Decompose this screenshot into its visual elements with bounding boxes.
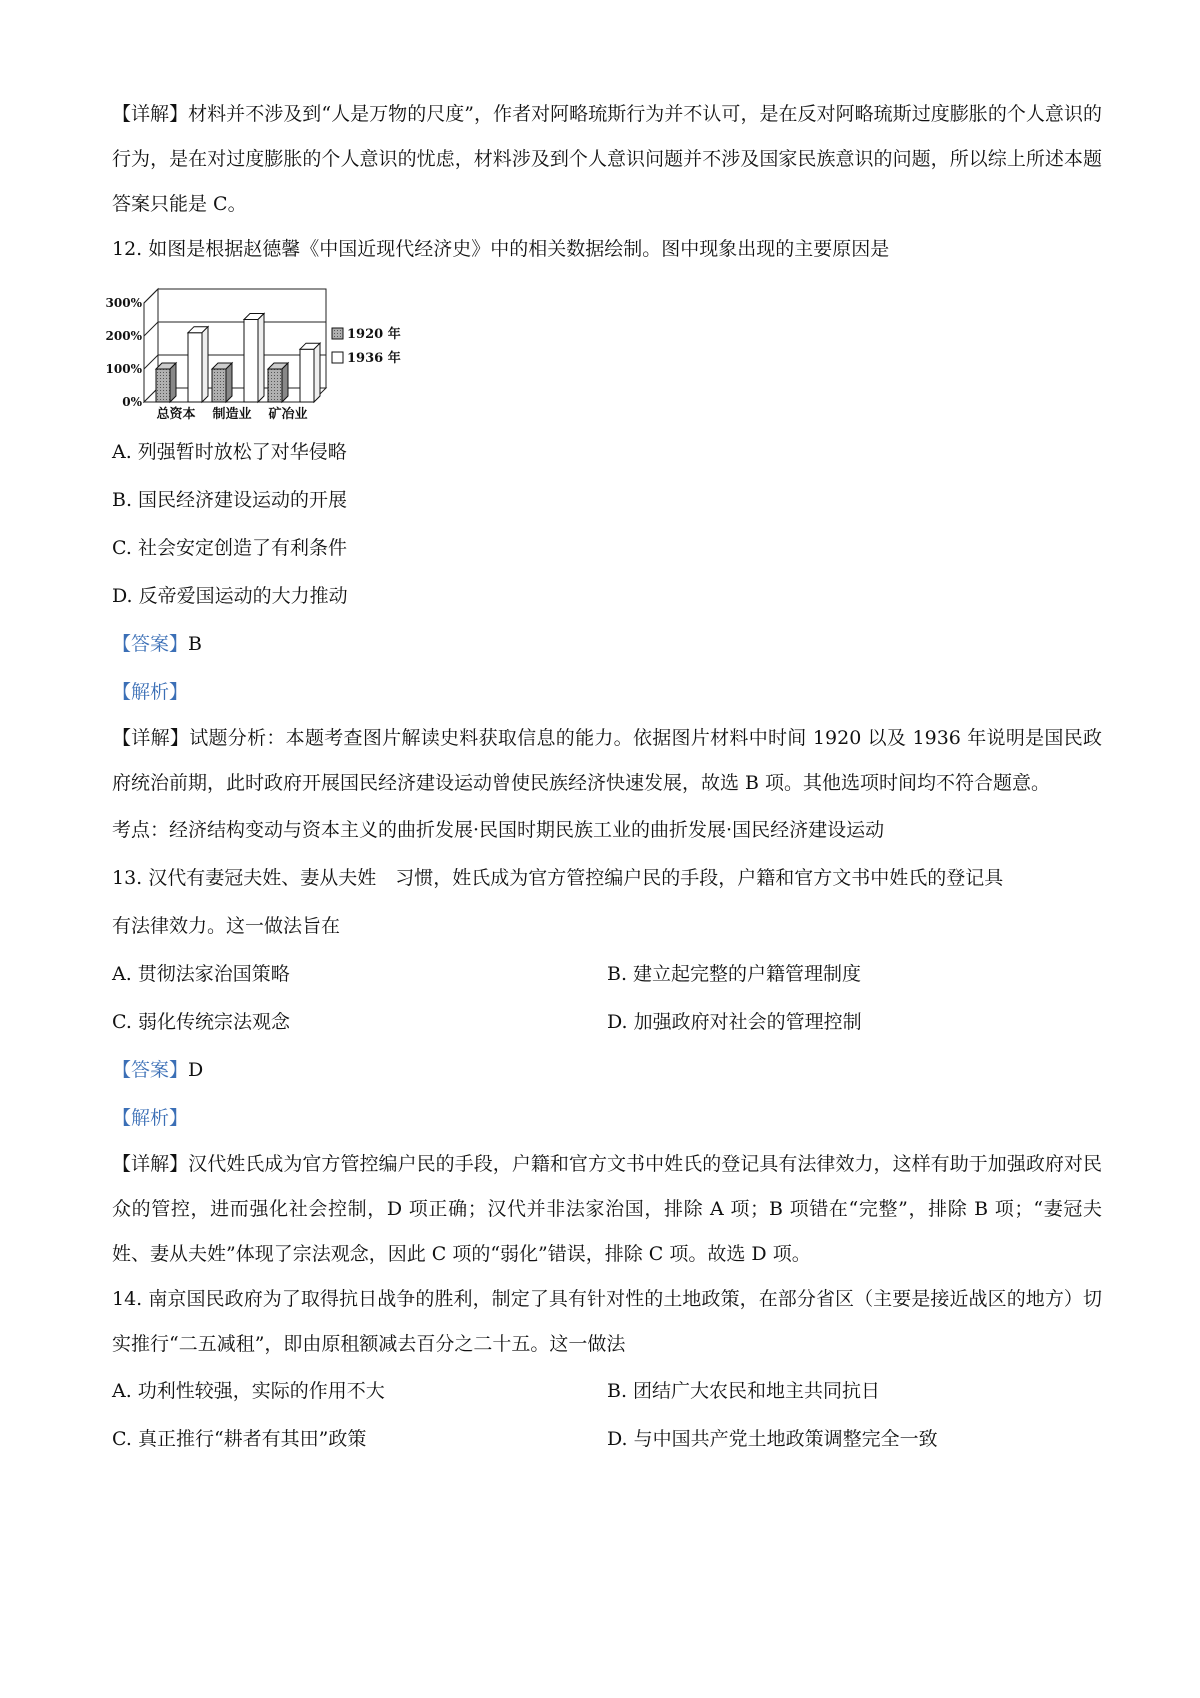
q12-option-b[interactable]: B. 国民经济建设运动的开展 [112,489,348,511]
q13-detail [112,1142,1102,1277]
q13-option-d[interactable]: D. 加强政府对社会的管理控制 [607,1011,862,1033]
q14-option-d[interactable]: D. 与中国共产党土地政策调整完全一致 [607,1428,938,1450]
q13-option-c[interactable]: C. 弱化传统宗法观念 [112,1011,290,1033]
q12-option-a[interactable]: A. 列强暂时放松了对华侵略 [112,441,347,463]
q12-detail-tag: 【详解】 [112,727,190,749]
q12-chart [105,276,1102,426]
q13-option-b[interactable]: B. 建立起完整的户籍管理制度 [607,963,862,985]
q14-option-c[interactable]: C. 真正推行“耕者有其田”政策 [112,1428,367,1450]
q12-option-d[interactable]: D. 反帝爱国运动的大力推动 [112,585,348,607]
x-tick-label: 制造业 [212,407,252,422]
q13-answer-value: D [188,1059,204,1081]
bar-0-1 [212,369,226,402]
y-tick-label: 0% [122,395,142,409]
q11-detail [112,92,1102,227]
q13-options-row2 [112,998,1102,1046]
bar-side-0-1 [226,363,232,402]
document-page [105,92,1102,1463]
q12-detail-text: 试题分析：本题考查图片解读史料获取信息的能力。依据图片材料中时间 1920 以及 1936 年说明是国民政府统治前期，此时政府开展国民经济建设运动曾使民族经济快速发展，故选 B 项。其他选项时间均不符合题意。 [112,727,1102,794]
q13-options-row1 [112,950,1102,998]
bar-side-1-1 [258,314,264,403]
q12-analysis-tag: 【解析】 [112,681,189,703]
q13-analysis [112,1094,1102,1142]
q12-analysis [112,668,1102,716]
legend-label-0: 1920 年 [347,327,401,342]
bar-0-2 [268,369,282,402]
bar-0-0 [156,369,170,402]
q14-option-b[interactable]: B. 团结广大农民和地主共同抗日 [607,1380,881,1402]
q12-option-c[interactable]: C. 社会安定创造了有利条件 [112,537,347,559]
q13-analysis-tag: 【解析】 [112,1107,189,1129]
x-tick-label: 矿冶业 [268,407,308,422]
q12-detail [112,716,1102,806]
q14-option-a[interactable]: A. 功利性较强，实际的作用不大 [112,1380,385,1402]
y-tick-label: 100% [105,362,142,376]
x-tick-label: 总资本 [156,407,196,422]
q11-detail-tag: 【详解】 [112,103,189,125]
q13-option-a[interactable]: A. 贯彻法家治国策略 [112,963,290,985]
bar-side-1-2 [314,343,320,402]
q11-detail-text: 材料并不涉及到“人是万物的尺度”，作者对阿略琉斯行为并不认可，是在反对阿略琉斯过度膨胀的个人意识的行为，是在对过度膨胀的个人意识的忧虑，材料涉及到个人意识问题并不涉及国家民族意识的问题，所以综上所述本题答案只能是 C。 [112,103,1102,215]
y-tick-label: 300% [105,296,142,310]
legend-swatch-0 [332,328,343,339]
bar-1-2 [300,349,314,402]
q13-answer [112,1046,1102,1094]
bar-side-0-0 [170,363,176,402]
q13-detail-text: 汉代姓氏成为官方管控编户民的手段，户籍和官方文书中姓氏的登记具有法律效力，这样有助于加强政府对民众的管控，进而强化社会控制，D 项正确；汉代并非法家治国，排除 A 项；B 项错在“完整”，排除 B 项；“妻冠夫姓、妻从夫姓”体现了宗法观念，因此 C 项的“弱化”错误，排除 C 项。故选 D 项。 [112,1153,1102,1265]
q13-detail-tag: 【详解】 [112,1153,189,1175]
bar-1-1 [244,320,258,403]
q13-answer-tag: 【答案】 [112,1059,189,1081]
q12-answer [112,620,1102,668]
q12-stem: 12. 如图是根据赵德馨《中国近现代经济史》中的相关数据绘制。图中现象出现的主要原因是 [112,238,890,260]
q13-stem-line1: 13. 汉代有妻冠夫姓、妻从夫姓 习惯，姓氏成为官方管控编户民的手段，户籍和官方文书中姓氏的登记具 [112,867,1004,889]
legend-swatch-1 [332,352,343,363]
q13-stem-line2: 有法律效力。这一做法旨在 [112,915,341,937]
bar-side-0-2 [282,363,288,402]
y-tick-label: 200% [105,329,142,343]
q14-options-row1 [112,1367,1102,1415]
q12-answer-tag: 【答案】 [112,633,189,655]
bar-chart [105,276,432,426]
bar-side-1-0 [202,327,208,402]
q12-kaodian: 考点：经济结构变动与资本主义的曲折发展·民国时期民族工业的曲折发展·国民经济建设运动 [112,819,885,841]
q14-stem: 14. 南京国民政府为了取得抗日战争的胜利，制定了具有针对性的土地政策，在部分省区（主要是接近战区的地方）切实推行“二五减租”，即由原租额减去百分之二十五。这一做法 [112,1288,1102,1355]
bar-1-0 [188,333,202,402]
q14-options-row2 [112,1415,1102,1463]
legend-label-1: 1936 年 [347,351,401,366]
q12-answer-value: B [188,633,202,655]
